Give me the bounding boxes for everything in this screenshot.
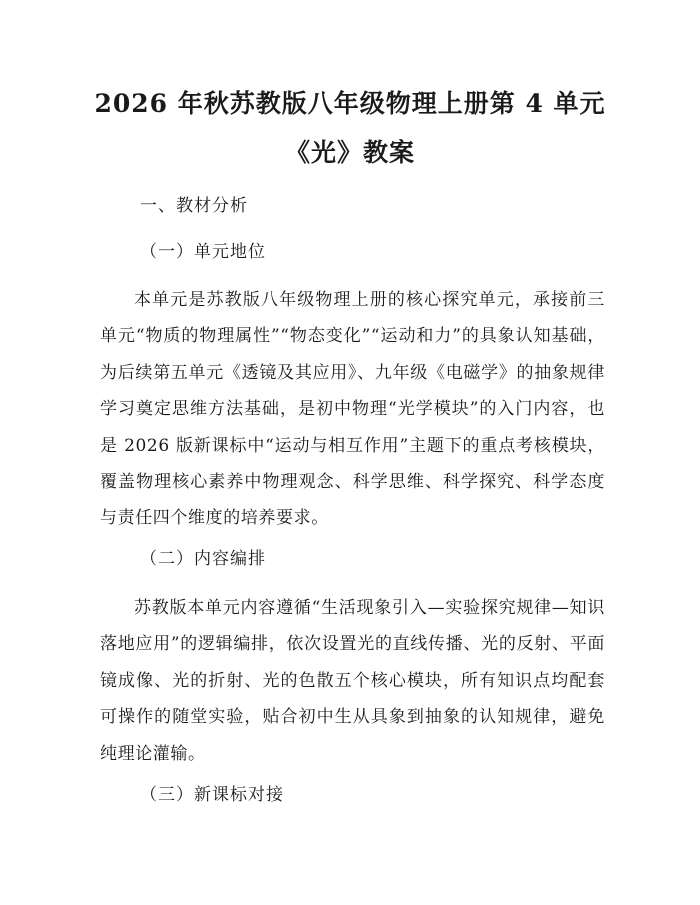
subsection-heading-content-arrangement: （二）内容编排 <box>140 549 266 569</box>
document-title-line2: 《光》教案 <box>284 138 415 167</box>
section-heading-textbook-analysis: 一、教材分析 <box>140 196 248 216</box>
subsection-heading-curriculum-alignment: （三）新课标对接 <box>140 785 284 805</box>
paragraph-unit-position: 本单元是苏教版八年级物理上册的核心探究单元，承接前三单元“物质的物理属性”“物态变化”“运动和力”的具象认知基础，为后续第五单元《透镜及其应用》、九年级《电磁学》的抽象规律学习奠定思维方法基础，是初中物理“光学模块”的入门内容，也是 2026 版新课标中“运动与相互作用”主题下的重点考核模块，覆盖物理核心素养中物理观念、科学思维、科学探究、科学态度与责任四个维度的培养要求。 <box>100 290 605 529</box>
paragraph-content-arrangement: 苏教版本单元内容遵循“生活现象引入—实验探究规律—知识落地应用”的逻辑编排，依次设置光的直线传播、光的反射、平面镜成像、光的折射、光的色散五个核心模块，所有知识点均配套可操作的随堂实验，贴合初中生从具象到抽象的认知规律，避免纯理论灌输。 <box>100 598 605 764</box>
subsection-heading-unit-position: （一）单元地位 <box>140 242 266 262</box>
document-title-line1: 2026 年秋苏教版八年级物理上册第 4 单元 <box>94 89 606 118</box>
